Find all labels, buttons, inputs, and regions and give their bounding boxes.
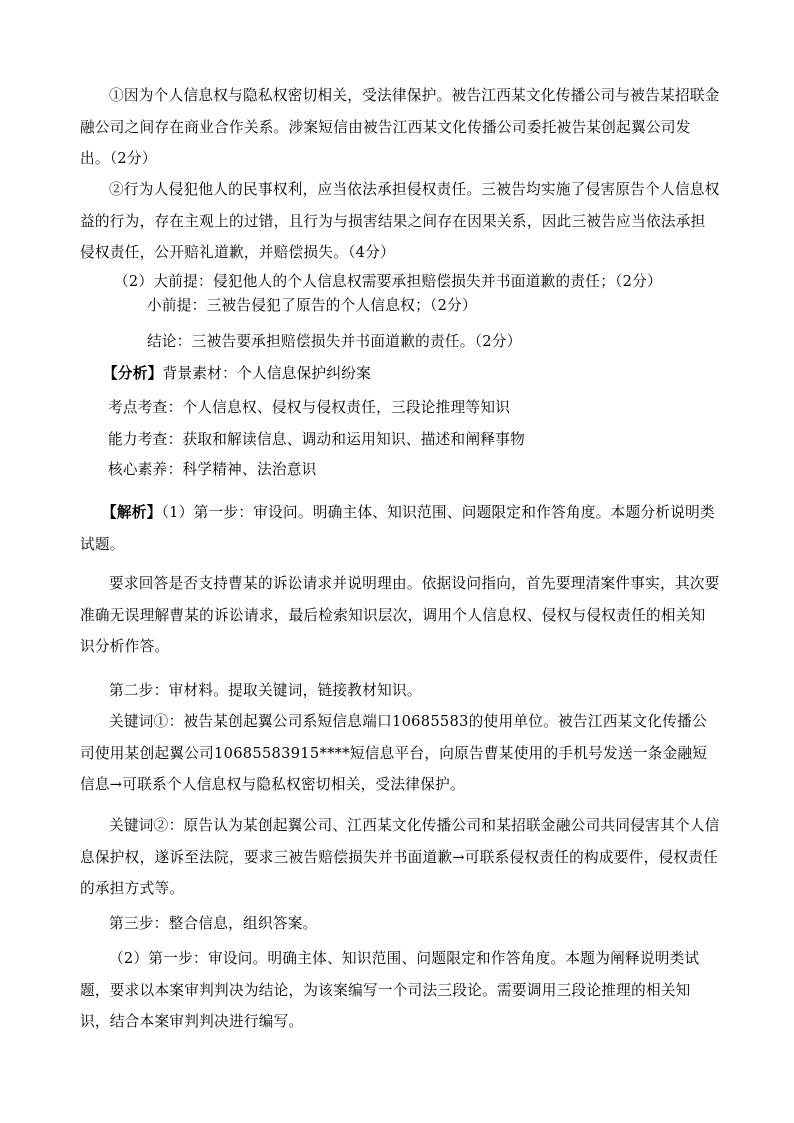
answer-point-2: ②行为人侵犯他人的民事权利，应当依法承担侵权责任。三被告均实施了侵害原告个人信息权益的行为，存在主观上的过错，且行为与损害结果之间存在因果关系，因此三被告应当依法承担侵权责任，公开赔礼道歉，并赔偿损失。（4分）	[80, 181, 720, 261]
syllogism-minor-premise: 小前提：三被告侵犯了原告的个人信息权；（2分）	[147, 297, 477, 314]
answer-point-1: ①因为个人信息权与隐私权密切相关，受法律保护。被告江西某文化传播公司与被告某招联金融公司之间存在商业合作关系。涉案短信由被告江西某文化传播公司委托被告某创起翼公司发出。（2分）	[80, 87, 720, 167]
exam-point-line: 考点考查：个人信息权、侵权与侵权责任，三段论推理等知识	[108, 399, 511, 416]
step-2-line: 第二步：审材料。提取关键词，链接教材知识。	[109, 682, 422, 699]
analysis-text: 背景素材：个人信息保护纠纷案	[162, 365, 372, 382]
step-3-line: 第三步：整合信息，组织答案。	[109, 915, 318, 932]
ability-line: 能力考查：获取和解读信息、调动和运用知识、描述和阐释事物	[108, 431, 526, 448]
analysis-line	[103, 362, 371, 386]
syllogism-major-premise: （2）大前提：侵犯他人的个人信息权需要承担赔偿损失并书面道歉的责任；（2分）	[114, 273, 663, 290]
explanation-label: 【解析】	[102, 504, 162, 521]
part-2-paragraph: （2）第一步：审设问。明确主体、知识范围、问题限定和作答角度。本题为阐释说明类试题，要求以本案审判判决为结论，为该案编写一个司法三段论。需要调用三段论推理的相关知识，结合本案审判判决进行编写。	[80, 950, 700, 1030]
explanation-paragraph	[80, 497, 720, 560]
analysis-label: 【分析】	[103, 365, 163, 382]
keyword-2-paragraph: 关键词②：原告认为某创起翼公司、江西某文化传播公司和某招联金融公司共同侵害其个人信息保护权，遂诉至法院，要求三被告赔偿损失并书面道歉→可联系侵权责任的构成要件，侵权责任的承担方式等。	[80, 817, 720, 897]
explanation-text: （1）第一步：审设问。明确主体、知识范围、问题限定和作答角度。本题分析说明类试题。	[80, 504, 715, 553]
requirement-paragraph: 要求回答是否支持曹某的诉讼请求并说明理由。依据设问指向，首先要理清案件事实，其次要准确无误理解曹某的诉讼请求，最后检索知识层次，调用个人信息权、侵权与侵权责任的相关知识分析作答。	[80, 575, 720, 655]
core-literacy-line: 核心素养：科学精神、法治意识	[108, 461, 317, 478]
syllogism-conclusion: 结论：三被告要承担赔偿损失并书面道歉的责任。（2分）	[147, 333, 522, 350]
keyword-1-paragraph: 关键词①：被告某创起翼公司系短信息端口10685583的使用单位。被告江西某文化传播公司使用某创起翼公司10685583915****短信息平台，向原告曹某使用的手机号发送一条金融短信息→可联系个人信息权与隐私权密切相关，受法律保护。	[80, 713, 708, 793]
